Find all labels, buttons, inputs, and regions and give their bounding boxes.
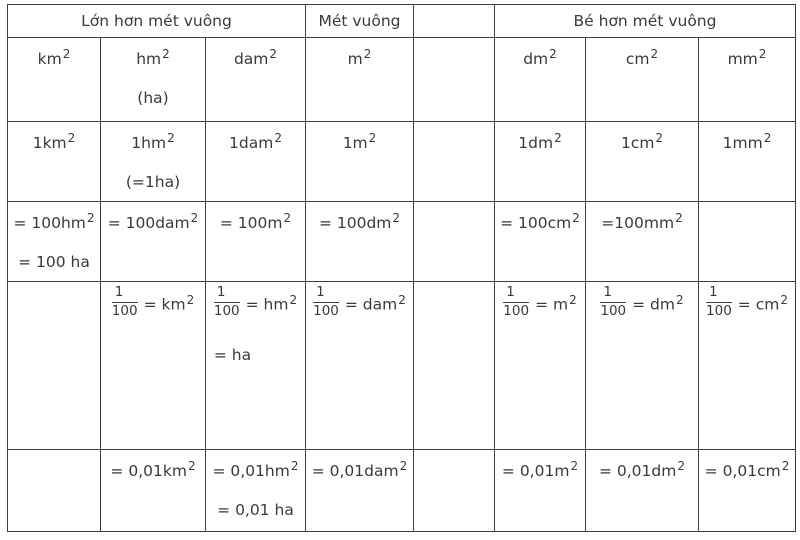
superscript: 2: [398, 292, 406, 307]
cell-content: [308, 211, 411, 232]
cell-text: = 100hm: [13, 214, 86, 232]
superscript: 2: [781, 459, 790, 473]
table-cell: [8, 38, 101, 122]
table-cell: [101, 282, 206, 450]
cell-line: [103, 459, 203, 480]
superscript: 2: [86, 211, 95, 225]
superscript: 2: [167, 131, 175, 145]
table-cell: [699, 450, 796, 532]
table-cell: [306, 38, 414, 122]
cell-text: = dam: [344, 295, 398, 314]
table-cell: [414, 38, 495, 122]
cell-content: [588, 47, 696, 68]
table-cell: [306, 122, 414, 202]
superscript: 2: [363, 47, 372, 61]
row-one-unit: [8, 122, 796, 202]
superscript: 2: [570, 459, 579, 473]
cell-content: [103, 47, 203, 107]
cell-text: = 0,01km: [110, 462, 187, 480]
table-cell: [699, 122, 796, 202]
cell-text: = 100dam: [107, 214, 190, 232]
cell-content: [103, 459, 203, 480]
cell-text: m: [347, 50, 363, 68]
cell-text: hm: [136, 50, 162, 68]
cell-content: [497, 47, 583, 68]
cell-text: = cm: [737, 295, 780, 314]
superscript: 2: [650, 47, 659, 61]
fraction-1-over-100: $\frac{1}{100}$: [111, 284, 138, 319]
cell-text: = dm: [632, 295, 675, 314]
table-cell: [206, 450, 306, 532]
superscript: 2: [763, 131, 772, 145]
cell-text: = 0,01dam: [311, 462, 399, 480]
cell-line: [308, 131, 411, 152]
cell-content: [208, 459, 303, 519]
cell-content: [503, 284, 577, 322]
cell-line: [313, 284, 406, 322]
table-cell: [306, 282, 414, 450]
cell-content: [10, 131, 98, 152]
cell-line: [103, 89, 203, 107]
cell-content: [308, 131, 411, 152]
superscript: 2: [187, 459, 196, 473]
superscript: 2: [392, 211, 401, 225]
cell-content: [600, 284, 684, 322]
table-cell: [586, 450, 699, 532]
superscript: 2: [289, 292, 298, 307]
cell-line: [308, 47, 411, 68]
cell-text: 1m: [342, 134, 368, 152]
table-cell: [8, 450, 101, 532]
table-cell: [495, 38, 586, 122]
cell-line: [701, 459, 793, 480]
cell-line: [497, 47, 583, 68]
table-cell: [586, 202, 699, 282]
cell-text: dm: [523, 50, 549, 68]
table-cell: [306, 202, 414, 282]
table-cell: [414, 122, 495, 202]
cell-line: [103, 211, 203, 232]
cell-content: [308, 459, 411, 480]
table-cell: [586, 122, 699, 202]
cell-text: 1hm: [131, 134, 167, 152]
cell-line: [214, 346, 297, 364]
cell-text: 1dam: [229, 134, 274, 152]
header-group-square-meter: Mét vuông: [306, 5, 414, 38]
cell-content: [111, 284, 195, 322]
cell-content: [497, 459, 583, 480]
cell-text: 1cm: [620, 134, 655, 152]
superscript: 2: [269, 47, 278, 61]
cell-line: [213, 284, 298, 322]
cell-line: [103, 47, 203, 68]
superscript: 2: [62, 47, 71, 61]
cell-line: [701, 47, 793, 68]
row-fraction: [8, 282, 796, 450]
cell-text: 1mm: [722, 134, 763, 152]
area-units-conversion-table: [7, 4, 796, 532]
table-cell: [414, 450, 495, 532]
row-equals-100: [8, 202, 796, 282]
cell-content: [308, 47, 411, 68]
table-cell: [495, 450, 586, 532]
cell-content: [497, 211, 583, 232]
table-cell: [206, 282, 306, 450]
cell-text: = 0,01cm: [704, 462, 781, 480]
cell-line: [208, 459, 303, 480]
cell-content: [588, 211, 696, 232]
cell-text: = 100cm: [500, 214, 572, 232]
superscript: 2: [569, 292, 577, 307]
table-body: [8, 38, 796, 532]
table-cell: [586, 38, 699, 122]
cell-content: [588, 131, 696, 152]
fraction-1-over-100: $\frac{1}{100}$: [600, 284, 627, 319]
cell-line: [588, 131, 696, 152]
superscript: 2: [274, 131, 282, 145]
table-cell: [495, 282, 586, 450]
cell-text: = ha: [213, 346, 252, 365]
cell-content: [208, 211, 303, 232]
cell-content: [10, 211, 98, 271]
cell-line: [10, 131, 98, 152]
cell-text: =100mm: [601, 214, 675, 232]
cell-content: [701, 47, 793, 68]
table-cell: [414, 282, 495, 450]
cell-content: [701, 459, 793, 480]
cell-text: = m: [535, 295, 569, 314]
header-row: [8, 5, 796, 38]
superscript: 2: [368, 131, 377, 145]
superscript: 2: [758, 47, 767, 61]
cell-text: cm: [625, 50, 650, 68]
table-cell: [101, 450, 206, 532]
cell-text: = 0,01m: [501, 462, 570, 480]
superscript: 2: [780, 292, 788, 307]
cell-text: km: [37, 50, 62, 68]
cell-line: [588, 459, 696, 480]
cell-text: 1dm: [518, 134, 554, 152]
cell-content: [213, 284, 298, 365]
fraction-1-over-100: $\frac{1}{100}$: [313, 284, 339, 319]
header-group-empty: [414, 5, 495, 38]
cell-text: = 0,01 ha: [217, 501, 294, 519]
cell-text: = km: [143, 295, 186, 314]
cell-content: [103, 211, 203, 232]
cell-text: = 0,01hm: [212, 462, 290, 480]
fraction-1-over-100: $\frac{1}{100}$: [503, 284, 530, 319]
header-group-smaller-than-m2: Bé hơn mét vuông: [495, 5, 796, 38]
cell-content: [588, 459, 696, 480]
cell-line: [308, 459, 411, 480]
cell-line: [10, 47, 98, 68]
cell-line: [208, 211, 303, 232]
superscript: 2: [554, 131, 562, 145]
table-cell: [206, 38, 306, 122]
cell-line: [701, 131, 793, 152]
table-cell: [8, 282, 101, 450]
cell-line: [497, 131, 583, 152]
cell-line: [10, 253, 98, 271]
cell-content: [313, 284, 406, 322]
table-cell: [206, 202, 306, 282]
cell-text: dam: [233, 50, 269, 68]
superscript: 2: [675, 211, 683, 225]
superscript: 2: [677, 459, 685, 473]
superscript: 2: [399, 459, 408, 473]
table-cell: [699, 202, 796, 282]
superscript: 2: [290, 459, 299, 473]
cell-line: [10, 211, 98, 232]
cell-line: [111, 284, 195, 322]
cell-line: [103, 131, 203, 152]
cell-text: = hm: [245, 295, 289, 314]
row-equals-0-01: [8, 450, 796, 532]
table-cell: [8, 122, 101, 202]
table-cell: [586, 282, 699, 450]
cell-content: [208, 131, 303, 152]
table-cell: [101, 122, 206, 202]
cell-content: [497, 131, 583, 152]
superscript: 2: [655, 131, 664, 145]
cell-text: (=1ha): [125, 173, 181, 191]
table-cell: [206, 122, 306, 202]
cell-text: = 100m: [219, 214, 283, 232]
superscript: 2: [572, 211, 580, 225]
superscript: 2: [67, 131, 76, 145]
superscript: 2: [549, 47, 557, 61]
superscript: 2: [676, 292, 684, 307]
cell-line: [588, 211, 696, 232]
table-cell: [414, 202, 495, 282]
superscript: 2: [162, 47, 170, 61]
cell-content: [10, 47, 98, 68]
superscript: 2: [190, 211, 199, 225]
table-cell: [8, 202, 101, 282]
cell-line: [706, 284, 788, 322]
cell-line: [208, 47, 303, 68]
cell-text: (ha): [137, 89, 169, 107]
cell-text: = 0,01dm: [598, 462, 677, 480]
cell-content: [103, 131, 203, 191]
fraction-1-over-100: $\frac{1}{100}$: [706, 284, 732, 319]
table-cell: [699, 282, 796, 450]
table-cell: [101, 38, 206, 122]
cell-line: [588, 47, 696, 68]
cell-text: 1km: [32, 134, 67, 152]
cell-line: [208, 501, 303, 519]
cell-content: [701, 131, 793, 152]
cell-line: [208, 131, 303, 152]
cell-text: = 100dm: [318, 214, 392, 232]
superscript: 2: [186, 292, 195, 307]
table-header: [8, 5, 796, 38]
cell-text: = 100 ha: [18, 253, 90, 271]
cell-line: [497, 459, 583, 480]
fraction-1-over-100: $\frac{1}{100}$: [213, 284, 240, 319]
cell-line: [497, 211, 583, 232]
cell-content: [208, 47, 303, 68]
header-group-larger-than-m2: Lớn hơn mét vuông: [8, 5, 306, 38]
table-cell: [495, 202, 586, 282]
cell-line: [600, 284, 684, 322]
superscript: 2: [283, 211, 292, 225]
cell-line: [308, 211, 411, 232]
cell-line: [103, 173, 203, 191]
cell-line: [503, 284, 577, 322]
cell-text: mm: [727, 50, 758, 68]
table-cell: [101, 202, 206, 282]
table-cell: [495, 122, 586, 202]
table-cell: [306, 450, 414, 532]
cell-content: [706, 284, 788, 322]
table-cell: [699, 38, 796, 122]
row-unit-symbols: [8, 38, 796, 122]
